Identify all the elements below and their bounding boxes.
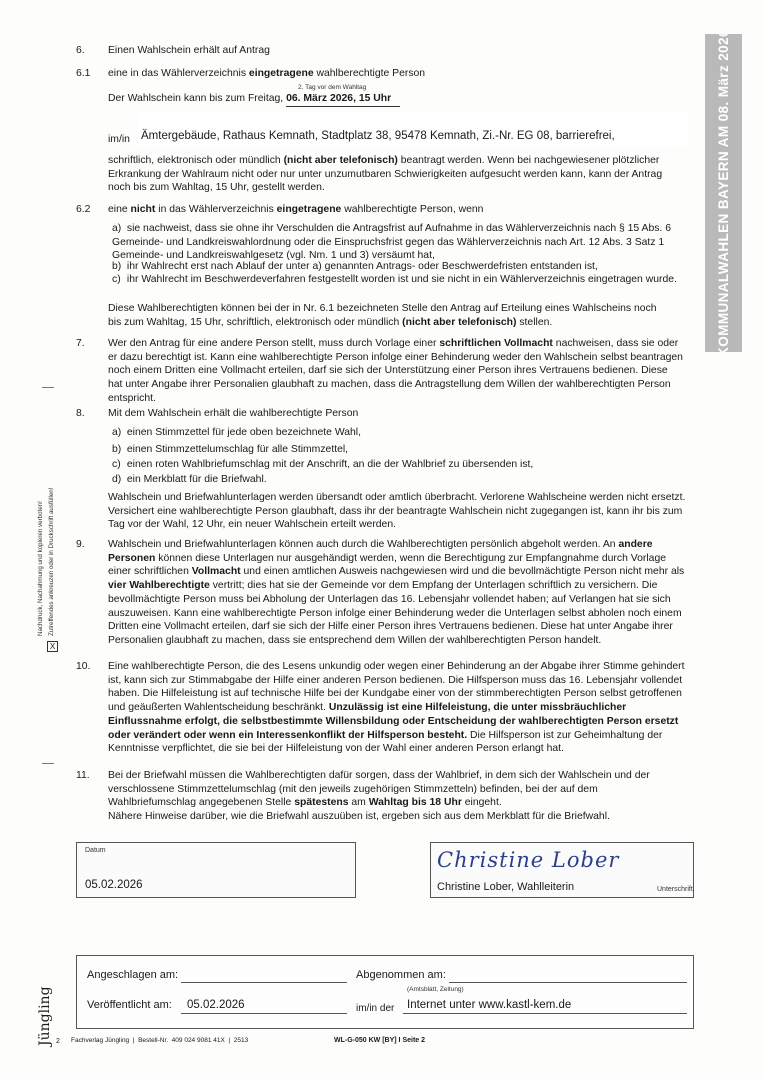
section-number: 8. (76, 408, 85, 419)
published-label: Veröffentlicht am: (87, 999, 172, 1011)
signature-box (430, 842, 694, 898)
newspaper-label: (Amtsblatt, Zeitung) (407, 986, 464, 993)
list-item: b) einen Stimmzettelumschlag für alle Stimmzettel, (112, 444, 349, 455)
signature: Christine Lober (437, 848, 620, 872)
list-item: d) ein Merkblatt für die Briefwahl. (112, 474, 267, 485)
date-field[interactable]: 05.02.2026 (85, 879, 143, 891)
posted-label: Angeschlagen am: (87, 969, 179, 981)
section-number: 6.2 (76, 204, 91, 215)
section-number: 6. (76, 45, 85, 56)
election-banner (705, 29, 742, 357)
election-banner-text: KOMMUNALWAHLEN BAYERN AM 08. März 2026 (715, 29, 731, 357)
list-item: b) ihr Wahlrecht erst nach Ablauf der unter a) genannten Antrags- oder Beschwerdefristen entstanden ist, (112, 261, 598, 272)
section-6-2-closing: Diese Wahlberechtigten können bei der in Nr. 6.1 bezeichneten Stelle den Antrag auf Erteilung eines Wahlscheins noch bis zum Wahltag, 15 Uhr, schriftlich, elektronisch oder mündlich (nicht aber telefonisch) stellen. (108, 303, 657, 328)
office-field[interactable]: Ämtergebäude, Rathaus Kemnath, Stadtplatz 38, 95478 Kemnath, Zi.-Nr. EG 08, barrierefrei, (141, 130, 615, 142)
office-prefix: im/in (108, 134, 130, 145)
publisher-logo: Jüngling (37, 986, 53, 1046)
signer-name: Christine Lober, Wahlleiterin (437, 881, 575, 893)
published-field[interactable]: 05.02.2026 (187, 999, 245, 1011)
list-item: a) einen Stimmzettel für jede oben bezeichnete Wahl, (112, 427, 362, 438)
published-line (181, 1013, 347, 1014)
newspaper-prefix: im/in der (356, 1003, 395, 1014)
section-number: 10. (76, 661, 91, 672)
fold-mark (42, 763, 54, 764)
section-7-text: Wer den Antrag für eine andere Person stellt, muss durch Vorlage einer schriftlichen Vollmacht nachweisen, dass sie oder er dazu berechtigt ist. Kann eine wahlberechtigte Person infolge einer Behinderung weder den Wahlschein selbst beantragen noch einem Dritten eine Vollmacht erteilen, darf sie sich der Unterstützung einer Person ihres Vertrauens bedienen. Diese hat unter Angabe ihrer Personalien glaubhaft zu machen, dass die Antragstellung dem Willen der wahlberechtigten Person entspricht. (108, 338, 683, 404)
posting-box (76, 955, 694, 1029)
newspaper-line (403, 1013, 687, 1014)
signature-label: Unterschrift (657, 886, 693, 893)
deadline-label: 2. Tag vor dem Wahltag (298, 84, 367, 91)
section-number: 7. (76, 338, 85, 349)
date-box (76, 842, 356, 898)
section-6-1-title: eine in das Wählerverzeichnis eingetragene wahlberechtigte Person (108, 68, 426, 79)
section-number: 9. (76, 539, 85, 550)
form-id: WL-G-050 KW [BY] I Seite 2 (334, 1037, 426, 1044)
copyright-note: Nachdruck, Nachahmung und kopieren verboten! (37, 501, 44, 636)
list-item: a) sie nachweist, dass sie ohne ihr Verschulden die Antragsfrist auf Aufnahme in das Wählerverzeichnis nach § 15 Abs. 6 Gemeinde- und Landkreiswahlordnung oder die Einspruchsfrist gegen das Wählerverzeichnis nach Art. 12 Abs. 3 Satz 1 Gemeinde- und Landkreiswahlgesetz (vgl. Nm. 1 und 3) versäumt hat, (112, 223, 671, 262)
fold-mark (42, 387, 54, 388)
page-number: 2 (56, 1038, 60, 1045)
section-8-text: Mit dem Wahlschein erhält die wahlberechtigte Person (108, 408, 359, 419)
deadline-line: Der Wahlschein kann bis zum Freitag, 06. März 2026, 15 Uhr (108, 92, 400, 107)
newspaper-field[interactable]: Internet unter www.kastl-kem.de (407, 999, 572, 1011)
instruction-checkbox[interactable]: X (47, 641, 58, 652)
section-10-text: Eine wahlberechtigte Person, die des Lesens unkundig oder wegen einer Behinderung an der Abgabe ihrer Stimme gehindert ist, kann sich zur Stimmabgabe der Hilfe einer anderen Person bedienen. Die Hilfsperson muss das 16. Lebensjahr vollendet haben. Die Hilfeleistung ist auf technische Hilfe bei der Kundgabe einer von der stimmberechtigten Person selbst getroffenen und geäußerten Wahlentscheidung beschränkt. Unzulässig ist eine Hilfeleistung, die unter missbräuchlicher Einflussnahme erfolgt, die selbstbestimmte Willensbildung oder Entscheidung der wahlberechtigten Person ersetzt oder verändert oder wenn ein Interessenkonflikt der Hilfsperson besteht. Die Hilfsperson ist zur Geheimhaltung der Kenntnisse verpflichtet, die sie bei der Hilfeleistung von der Wahl einer anderen Person erlangt hat. (108, 661, 685, 755)
section-9-text: Wahlschein und Briefwahlunterlagen können auch durch die Wahlberechtigten persönlich abgeholt werden. An andere Personen können diese Unterlagen nur ausgehändigt werden, wenn die Berechtigung zur Empfangnahme durch Vorlage einer schriftlichen Vollmacht und einen amtlichen Ausweis nachgewiesen wird und die bevollmächtigte Person nicht mehr als vier Wahlberechtigte vertritt; dies hat sie der Gemeinde vor dem Empfang der Unterlagen schriftlich zu versichern. Die bevollmächtigte Person muss bei Abholung der Unterlagen das 16. Lebensjahr vollendet haben; auf Verlangen hat sie sich auszuweisen. Kann eine wahlberechtigte Person infolge einer Behinderung weder die Unterlagen selbst abholen noch einem Dritten eine Vollmacht erteilen, darf sie sich der Hilfe einer Person ihres Vertrauens bedienen. Diese hat unter Angabe ihrer Personalien glaubhaft zu machen, dass sie entsprechend dem Willen der wahlberechtigten Person handelt. (108, 539, 685, 647)
section-8-closing: Wahlschein und Briefwahlunterlagen werden übersandt oder amtlich überbracht. Verlorene Wahlscheine werden nicht ersetzt. Versichert eine wahlberechtigte Person glaubhaft, dass ihr der beantragte Wahlschein nicht zugegangen ist, kann ihr bis zum Tag vor der Wahl, 12 Uhr, ein neuer Wahlschein erteilt werden. (108, 492, 686, 531)
section-number: 11. (76, 770, 90, 781)
section-number: 6.1 (76, 68, 91, 79)
section-6-text: Einen Wahlschein erhält auf Antrag (108, 45, 270, 56)
section-6-1-body: schriftlich, elektronisch oder mündlich (nicht aber telefonisch) beantragt werden. Wenn bei nachgewiesener plötzlicher Erkrankung der Wahlraum nicht oder nur unter unzumutbaren Schwierigkeiten aufgesucht werden kann, kann der Antrag noch bis zum Wahltag, 15 Uhr, gestellt werden. (108, 155, 663, 194)
removed-label: Abgenommen am: (356, 969, 446, 981)
deadline-field[interactable]: 06. März 2026, 15 Uhr (286, 92, 400, 107)
list-item: c) einen roten Wahlbriefumschlag mit der Anschrift, an die der Wahlbrief zu übersenden ist, (112, 459, 534, 470)
date-label: Datum (85, 847, 106, 854)
section-6-2-title: eine nicht in das Wählerverzeichnis eingetragene wahlberechtigte Person, wenn (108, 204, 484, 215)
section-11-text: Bei der Briefwahl müssen die Wahlberechtigten dafür sorgen, dass der Wahlbrief, in dem sich der Wahlschein und der verschlossene Stimmzettelumschlag (mit den jeweils zugehörigen Stimmzetteln) befinden, bei der auf dem Wahlbriefumschlag angegebenen Stelle spätestens am Wahltag bis 18 Uhr eingeht. Nähere Hinweise darüber, wie die Briefwahl auszuüben ist, ergeben sich aus dem Merkblatt für die Briefwahl. (108, 770, 650, 823)
posted-line (181, 982, 347, 983)
publisher-info: Fachverlag Jüngling | Bestell-Nr. 409 024 9081 41X | 2513 (71, 1037, 249, 1044)
list-item: c) ihr Wahlrecht im Beschwerdeverfahren festgestellt worden ist und sie nicht in ein Wählerverzeichnis eingetragen wurde. (112, 274, 677, 285)
fill-instruction-note: Zutreffendes ankreuzen oder in Druckschrift ausfüllen! (48, 487, 55, 636)
removed-line (449, 982, 687, 983)
